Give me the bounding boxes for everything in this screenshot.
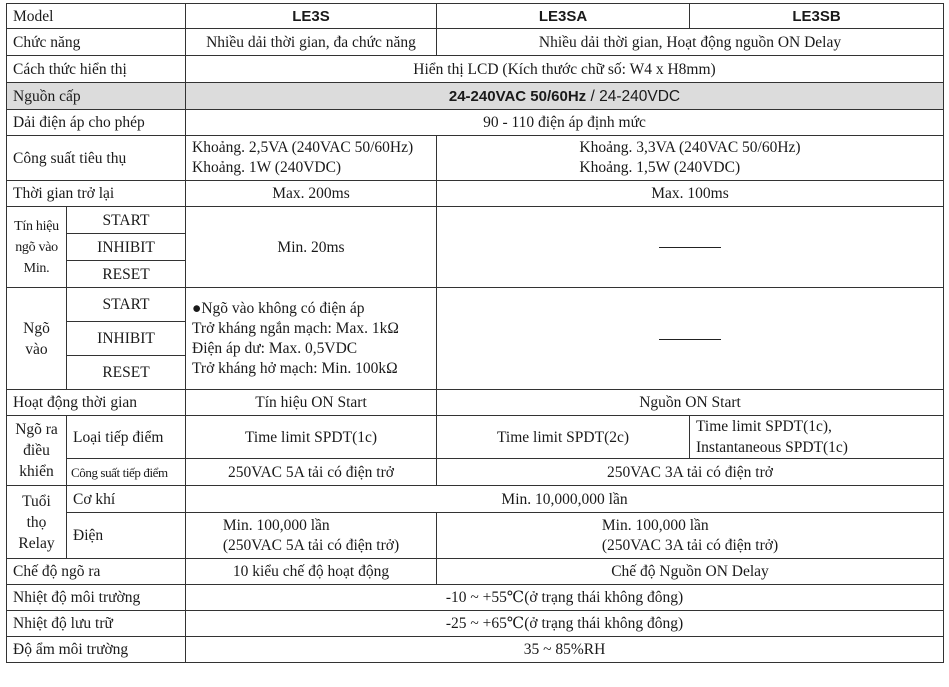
input-signal-inhibit: INHIBIT: [67, 234, 186, 261]
input-line3: Điện áp dư: Max. 0,5VDC: [192, 339, 358, 357]
row-input-signal-start: [7, 207, 944, 234]
header-le3sa: LE3SA: [437, 4, 690, 29]
ambient-temp-value: -10 ~ +55℃(ở trạng thái không đông): [186, 585, 944, 611]
row-contact-capacity: [7, 459, 944, 486]
display-label: Cách thức hiển thị: [7, 56, 186, 83]
input-line4: Trở kháng hở mạch: Min. 100kΩ: [192, 359, 398, 377]
output-mode-label: Chế độ ngõ ra: [7, 559, 186, 585]
input-signal-label: [7, 207, 67, 288]
return-time-le3s: Max. 200ms: [186, 181, 437, 207]
input-line2: Trở kháng ngắn mạch: Max. 1kΩ: [192, 319, 399, 337]
contact-le3sa: Time limit SPDT(2c): [437, 416, 690, 459]
not-applicable-dash: [659, 247, 721, 248]
input-label: [7, 288, 67, 390]
relay-life-label-line3: Relay: [18, 534, 55, 552]
consumption-label: Công suất tiêu thụ: [7, 136, 186, 181]
row-relay-mechanical: [7, 486, 944, 513]
voltage-range-label: Dải điện áp cho phép: [7, 110, 186, 136]
function-le3s: Nhiều dải thời gian, đa chức năng: [186, 29, 437, 56]
storage-temp-value: -25 ~ +65℃(ở trạng thái không đông): [186, 611, 944, 637]
consumption-le3s-line1: Khoảng. 2,5VA (240VAC 50/60Hz): [192, 139, 414, 156]
relay-life-label: [7, 486, 67, 559]
row-consumption: [7, 136, 944, 181]
control-output-label-line3: khiển: [19, 463, 54, 480]
row-display: [7, 56, 944, 83]
electrical-le3sa-sb-line2: (250VAC 3A tải có điện trở): [601, 536, 779, 554]
row-contact-type: [7, 416, 944, 459]
relay-life-label-line1: Tuổi: [22, 492, 51, 510]
mechanical-label: Cơ khí: [67, 486, 186, 513]
input-inhibit: INHIBIT: [67, 322, 186, 356]
ambient-temp-label: Nhiệt độ môi trường: [7, 585, 186, 611]
storage-temp-label: Nhiệt độ lưu trữ: [7, 611, 186, 637]
consumption-le3sa-sb-line2: Khoảng. 1,5W (240VDC): [579, 159, 741, 176]
function-label: Chức năng: [7, 29, 186, 56]
row-return-time: [7, 181, 944, 207]
electrical-le3sa-sb-line1: Min. 100,000 lần: [601, 516, 709, 534]
electrical-le3sa-sb: [437, 513, 944, 559]
humidity-label: Độ ẩm môi trường: [7, 637, 186, 663]
contact-le3s: Time limit SPDT(1c): [186, 416, 437, 459]
control-output-label-line1: Ngõ ra: [15, 421, 58, 438]
contact-type-label: Loại tiếp điểm: [67, 416, 186, 459]
mechanical-value: Min. 10,000,000 lần: [186, 486, 944, 513]
electrical-le3s: [186, 513, 437, 559]
time-operation-le3s: Tín hiệu ON Start: [186, 390, 437, 416]
input-label-line2: vào: [25, 340, 48, 358]
function-le3sa-sb: Nhiều dải thời gian, Hoạt động nguồn ON Delay: [437, 29, 944, 56]
power-dc: 24-240VDC: [599, 87, 681, 105]
spec-table: [6, 3, 944, 663]
consumption-le3s: [186, 136, 437, 181]
time-operation-le3sa-sb: Nguồn ON Start: [437, 390, 944, 416]
input-signal-start: START: [67, 207, 186, 234]
input-le3s: [186, 288, 437, 390]
power-value: [186, 83, 944, 110]
contact-capacity-label: Công suất tiếp điểm: [67, 459, 186, 486]
row-ambient-temp: [7, 585, 944, 611]
row-function: [7, 29, 944, 56]
row-storage-temp: [7, 611, 944, 637]
electrical-le3s-line1: Min. 100,000 lần: [222, 516, 330, 534]
row-output-mode: [7, 559, 944, 585]
control-output-label-line2: điều: [23, 442, 50, 459]
display-value: Hiển thị LCD (Kích thước chữ số: W4 x H8mm): [186, 56, 944, 83]
control-output-label: [7, 416, 67, 486]
header-le3s: LE3S: [186, 4, 437, 29]
contact-le3sb-line2: Instantaneous SPDT(1c): [696, 439, 848, 456]
voltage-range-value: 90 - 110 điện áp định mức: [186, 110, 944, 136]
input-line1: ●Ngõ vào không có điện áp: [192, 299, 365, 317]
header-model: Model: [7, 4, 186, 29]
input-signal-reset: RESET: [67, 261, 186, 288]
input-le3sa-sb: [437, 288, 944, 390]
power-label: Nguồn cấp: [7, 83, 186, 110]
row-humidity: [7, 637, 944, 663]
electrical-le3s-line2: (250VAC 5A tải có điện trở): [222, 536, 400, 554]
row-relay-electrical: [7, 513, 944, 559]
input-label-line1: Ngõ: [23, 319, 50, 337]
capacity-le3s: 250VAC 5A tải có điện trở: [186, 459, 437, 486]
consumption-le3s-line2: Khoảng. 1W (240VDC): [192, 159, 342, 176]
output-mode-le3s: 10 kiểu chế độ hoạt động: [186, 559, 437, 585]
consumption-le3sa-sb-line1: Khoảng. 3,3VA (240VAC 50/60Hz): [579, 139, 801, 156]
input-signal-label-line2: ngõ vào: [15, 239, 58, 255]
return-time-le3sa-sb: Max. 100ms: [437, 181, 944, 207]
input-signal-le3sa-sb: [437, 207, 944, 288]
electrical-label: Điện: [67, 513, 186, 559]
capacity-le3sa-sb: 250VAC 3A tải có điện trở: [437, 459, 944, 486]
output-mode-le3sa-sb: Chế độ Nguồn ON Delay: [437, 559, 944, 585]
power-ac: 24-240VAC 50/60Hz: [448, 87, 587, 105]
input-signal-label-line3: Min.: [23, 260, 50, 276]
not-applicable-dash: [659, 339, 721, 340]
relay-life-label-line2: thọ: [26, 513, 47, 531]
row-time-operation: [7, 390, 944, 416]
input-reset: RESET: [67, 356, 186, 390]
input-signal-le3s: Min. 20ms: [186, 207, 437, 288]
consumption-le3sa-sb: [437, 136, 944, 181]
row-voltage-range: [7, 110, 944, 136]
header-row: [7, 4, 944, 29]
contact-le3sb-line1: Time limit SPDT(1c),: [696, 418, 832, 435]
time-operation-label: Hoạt động thời gian: [7, 390, 186, 416]
power-separator: /: [586, 87, 600, 105]
humidity-value: 35 ~ 85%RH: [186, 637, 944, 663]
return-time-label: Thời gian trở lại: [7, 181, 186, 207]
header-le3sb: LE3SB: [690, 4, 944, 29]
row-power: [7, 83, 944, 110]
input-signal-label-line1: Tín hiệu: [14, 218, 59, 234]
row-input-start: [7, 288, 944, 322]
contact-le3sb: [690, 416, 944, 459]
input-start: START: [67, 288, 186, 322]
